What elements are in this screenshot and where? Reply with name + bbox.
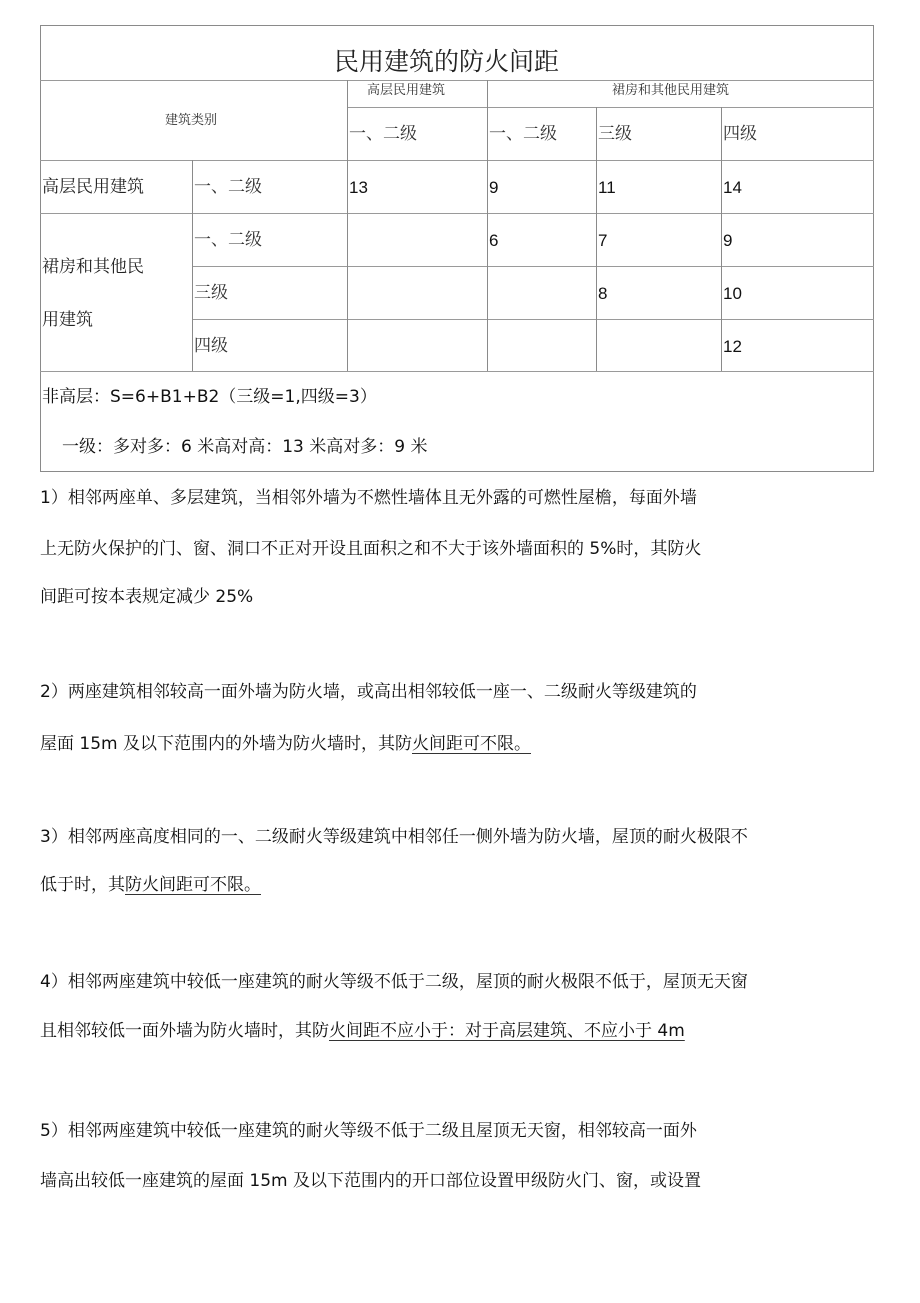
- paragraph-4-line: [40, 1023, 685, 1040]
- table-divider: [192, 319, 874, 320]
- table-cell: 9: [723, 231, 733, 250]
- underlined-text: 火间距可不限。: [412, 734, 531, 754]
- row-grade: 四级: [194, 336, 228, 356]
- table-cell: 7: [598, 231, 608, 250]
- table-cell: 14: [723, 178, 742, 197]
- header-grade: 三级: [598, 124, 632, 144]
- table-divider: [596, 107, 597, 371]
- table-divider: [40, 160, 874, 161]
- underlined-text: 火间距不应小于：对于高层建筑、不应小于 4m: [329, 1021, 685, 1041]
- header-group-podium-other: 裙房和其他民用建筑: [612, 83, 730, 98]
- paragraph-3-line: 3）相邻两座高度相同的一、二级耐火等级建筑中相邻任一侧外墙为防火墙，屋顶的耐火极限不: [40, 827, 748, 847]
- paragraph-1-line: 1）相邻两座单、多层建筑，当相邻外墙为不燃性墙体且无外露的可燃性屋檐，每面外墙: [40, 488, 697, 508]
- paragraph-2-line: [40, 736, 531, 753]
- underlined-text: 防火间距可不限。: [125, 875, 261, 895]
- table-cell: 13: [349, 178, 368, 197]
- table-divider: [347, 107, 874, 108]
- table-divider: [721, 107, 722, 371]
- paragraph-text: 且相邻较低一面外墙为防火墙时，其防: [40, 1021, 329, 1041]
- table-cell: 10: [723, 284, 742, 303]
- row-category: 用建筑: [42, 310, 93, 330]
- header-grade: 一、二级: [489, 124, 557, 144]
- paragraph-text: 屋面 15m 及以下范围内的外墙为防火墙时，其防: [40, 734, 412, 754]
- paragraph-text: 低于时，其: [40, 875, 125, 895]
- paragraph-4-line: 4）相邻两座建筑中较低一座建筑的耐火等级不低于二级，屋顶的耐火极限不低于，屋顶无天窗: [40, 972, 748, 992]
- table-cell: 6: [489, 231, 499, 250]
- table-cell: 11: [598, 178, 616, 197]
- table-divider: [487, 80, 488, 371]
- header-grade: 四级: [723, 124, 757, 144]
- paragraph-5-line: 5）相邻两座建筑中较低一座建筑的耐火等级不低于二级且屋顶无天窗，相邻较高一面外: [40, 1121, 697, 1141]
- table-divider: [347, 80, 348, 371]
- row-category: 高层民用建筑: [42, 177, 144, 197]
- table-note: 一级：多对多：6 米高对高：13 米高对多：9 米: [62, 437, 428, 457]
- table-cell: 12: [723, 337, 742, 356]
- table-cell: 9: [489, 178, 499, 197]
- table-divider: [40, 213, 874, 214]
- header-grade: 一、二级: [349, 124, 417, 144]
- table-divider: [192, 160, 193, 371]
- paragraph-5-line: 墙高出较低一座建筑的屋面 15m 及以下范围内的开口部位设置甲级防火门、窗，或设置: [40, 1171, 701, 1191]
- header-group-high-rise: 高层民用建筑: [367, 83, 446, 98]
- table-divider: [40, 80, 874, 81]
- row-category: 裙房和其他民: [42, 257, 144, 277]
- table-title: 民用建筑的防火间距: [334, 47, 560, 76]
- paragraph-1-line: 上无防火保护的门、窗、洞口不正对开设且面积之和不大于该外墙面积的 5%时，其防火: [40, 539, 702, 559]
- header-category-label: 建筑类别: [165, 113, 218, 128]
- table-note: 非高层：S=6+B1+B2（三级=1,四级=3）: [42, 387, 377, 407]
- paragraph-1-line: 间距可按本表规定减少 25%: [40, 587, 254, 607]
- row-grade: 一、二级: [194, 230, 262, 250]
- row-grade: 三级: [194, 283, 228, 303]
- table-divider: [192, 266, 874, 267]
- table-cell: 8: [598, 284, 608, 303]
- paragraph-2-line: 2）两座建筑相邻较高一面外墙为防火墙，或高出相邻较低一座一、二级耐火等级建筑的: [40, 682, 697, 702]
- row-grade: 一、二级: [194, 177, 262, 197]
- table-divider: [40, 371, 874, 372]
- paragraph-3-line: [40, 877, 261, 894]
